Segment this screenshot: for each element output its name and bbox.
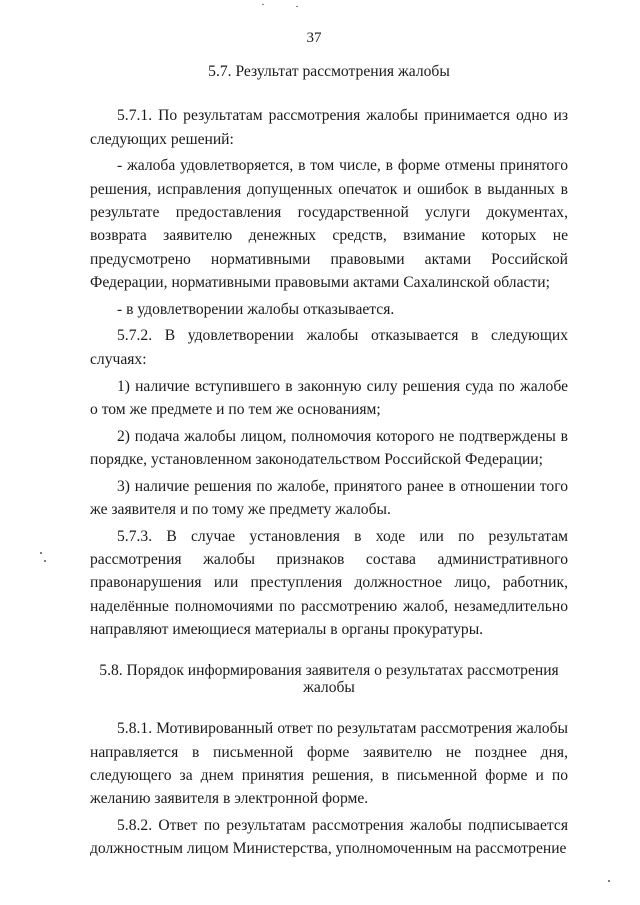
scan-speck: [40, 552, 42, 554]
paragraph-complaint-satisfied: - жалоба удовлетворяется, в том числе, в форме отмены принятого решения, исправления допущенных опечаток и ошибок в выданных в результате предоставления государственной услуги документах, возврата заявителю денежных средств, взимание которых не предусмотрено нормативными правовыми актами Российской Федерации, нормативными правовыми актами Сахалинской области;: [90, 157, 568, 291]
paragraph-complaint-rejected: - в удовлетворении жалобы отказывается.: [117, 300, 395, 318]
scan-speck: [296, 6, 298, 7]
document-body: [90, 60, 568, 864]
paragraph-5-7-3: 5.7.3. В случае установления в ходе или по результатам рассмотрения жалобы признаков состава административного правонарушения или преступления должностное лицо, работник, наделённые полномочиями по рассмотрению жалоб, незамедлительно направляют имеющиеся материалы в органы прокуратуры.: [90, 527, 568, 639]
section-heading-5-7: 5.7. Результат рассмотрения жалобы: [208, 63, 450, 80]
section-heading-5-8: 5.8. Порядок информирования заявителя о результатах рассмотрения жалобы: [99, 662, 559, 697]
paragraph-5-7-1: 5.7.1. По результатам рассмотрения жалобы принимается одно из следующих решений:: [90, 107, 568, 148]
page-number: 37: [306, 30, 322, 46]
paragraph-case-3: 3) наличие решения по жалобе, принятого ранее в отношении того же заявителя и по тому же предмету жалобы.: [90, 477, 568, 519]
paragraph-5-8-2: 5.8.2. Ответ по результатам рассмотрения жалобы подписывается должностным лицом Министерства, уполномоченным на рассмотрение: [90, 817, 568, 858]
paragraph-5-7-2: 5.7.2. В удовлетворении жалобы отказывается в следующих случаях:: [90, 327, 568, 368]
paragraph-case-2: 2) подача жалобы лицом, полномочия которого не подтверждены в порядке, установленном законодательством Российской Федерации;: [90, 427, 568, 468]
scan-speck: [608, 880, 610, 882]
paragraph-case-1: 1) наличие вступившего в законную силу решения суда по жалобе о том же предмете и по тем же основаниям;: [90, 377, 568, 418]
paragraph-5-8-1: 5.8.1. Мотивированный ответ по результатам рассмотрения жалобы направляется в письменной форме заявителю не позднее дня, следующего за днем принятия решения, в письменной форме и по желанию заявителя в электронной форме.: [90, 720, 568, 808]
scan-speck: [44, 560, 46, 562]
scan-speck: [262, 4, 264, 5]
